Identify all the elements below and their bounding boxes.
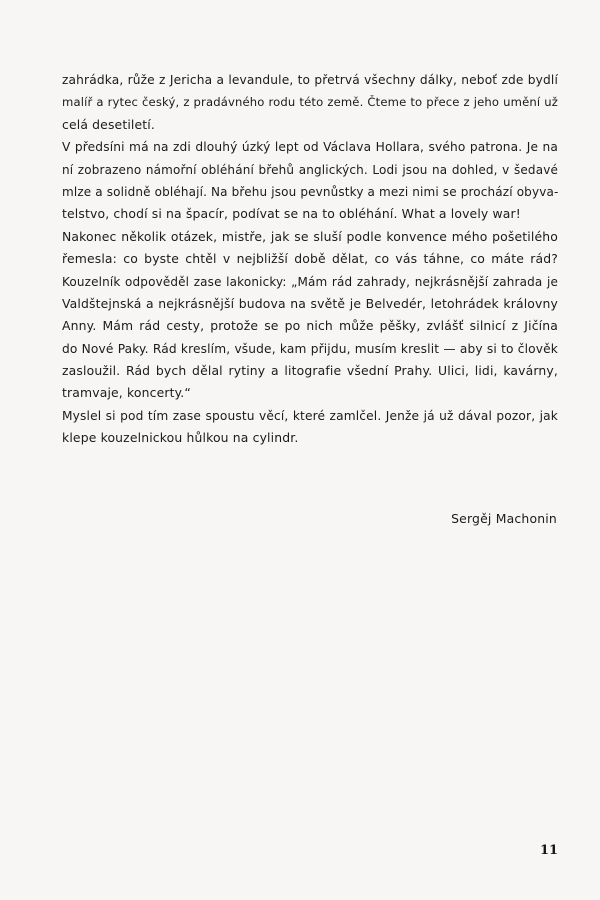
text-line: mlze a solidně obléhají. Na břehu jsou pevnůstky a mezi nimi se prochází obyva- [62,184,559,199]
text-line: tramvaje, koncerty.“ [62,385,191,401]
text-line: Valdštejnská a nejkrásnější budova na světě je Belvedér, letohrádek královny [62,295,558,311]
text-line: klepe kouzelnickou hůlkou na cylindr. [62,430,299,446]
text-line: celá desetiletí. [62,116,155,132]
text-line: ní zobrazeno námořní obléhání břehů anglických. Lodi jsou na dohled, v šedavé [62,162,558,177]
text-line: V předsíni má na zdi dlouhý úzký lept od Václava Hollara, svého patrona. Je na [62,140,558,155]
text-line: řemesla: co byste chtěl v nejbližší době dělat, co vás táhne, co máte rád? [62,251,558,267]
text-line: telstvo, chodí si na špacír, podívat se na to obléhání. What a lovely war! [62,206,521,222]
text-line: Myslel si pod tím zase spoustu věcí, které zamlčel. Jenže já už dával pozor, jak [62,408,558,423]
text-line: malíř a rytec český, z pradávného rodu této země. Čteme to přece z jeho umění už [62,95,558,110]
paragraph [62,405,558,450]
paragraph [62,136,558,226]
paragraph [62,226,558,405]
article-text [62,69,558,450]
author-signature: Sergěj Machonin [451,511,557,526]
text-line: zasloužil. Rád bych dělal rytiny a litografie všední Prahy. Ulici, lidi, kavárny, [62,363,558,379]
text-line: Anny. Mám rád cesty, protože se po nich může pěšky, zvlášť silnicí z Jičína [62,318,558,334]
paragraph [62,69,558,136]
text-line: Kouzelník odpověděl zase lakonicky: „Mám rád zahrady, nejkrásnější zahrada je [62,274,558,289]
text-line: do Nové Paky. Rád kreslím, všude, kam přijdu, musím kreslit — aby si to člověk [62,341,558,356]
text-line: Nakonec několik otázek, mistře, jak se sluší podle konvence mého pošetilého [62,228,558,244]
text-line: zahrádka, růže z Jericha a levandule, to přetrvá všechny dálky, neboť zde bydlí [62,73,558,87]
page-number: 11 [540,843,559,858]
